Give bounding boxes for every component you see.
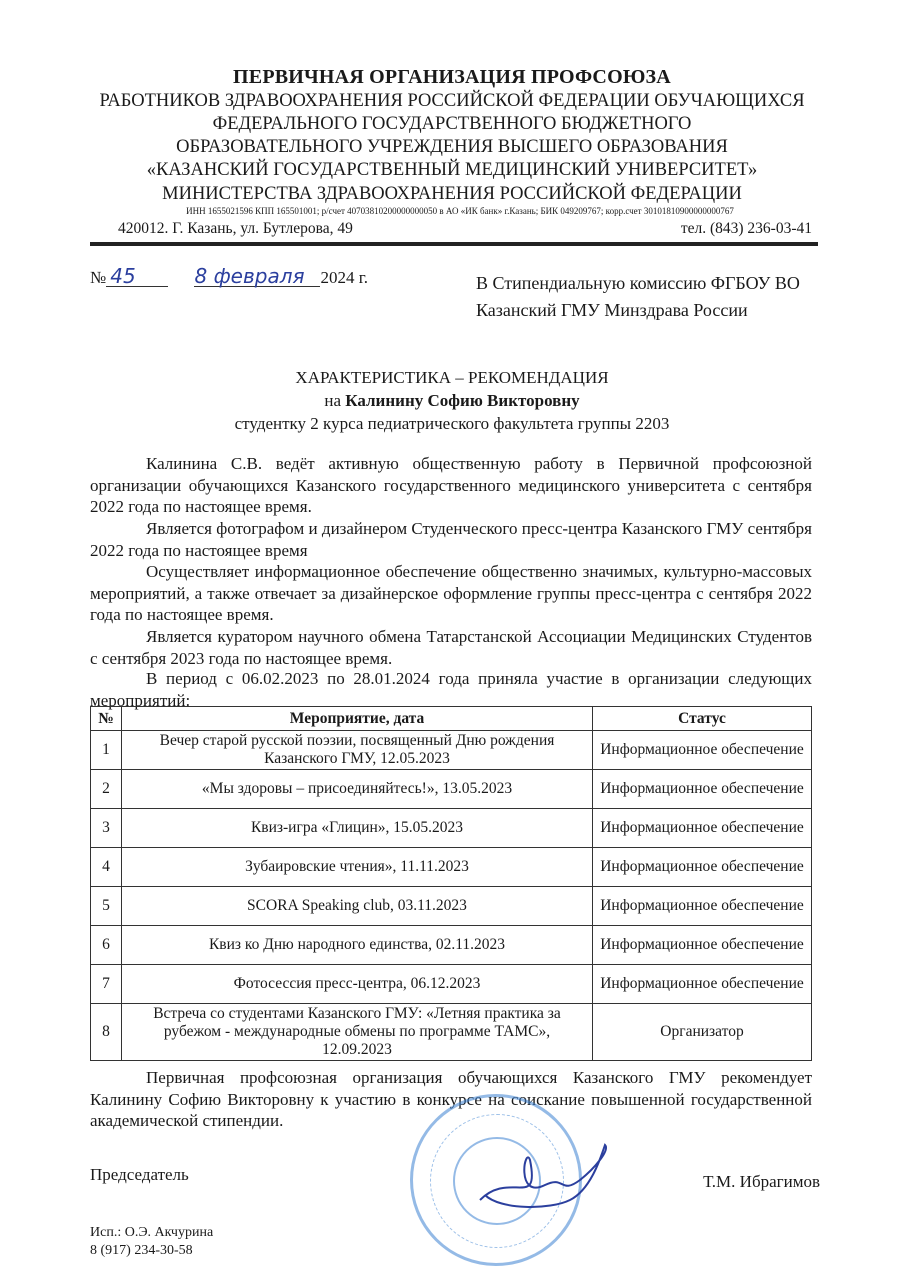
row-status: Информационное обеспечение xyxy=(593,809,812,848)
letterhead-line: ОБРАЗОВАТЕЛЬНОГО УЧРЕЖДЕНИЯ ВЫСШЕГО ОБРАЗОВАНИЯ xyxy=(176,137,728,157)
addressee xyxy=(476,270,800,324)
document-title-block xyxy=(0,366,904,435)
table-row xyxy=(91,965,812,1004)
row-status: Информационное обеспечение xyxy=(593,965,812,1004)
row-number: 2 xyxy=(91,770,122,809)
row-event: Квиз ко Дню народного единства, 02.11.2023 xyxy=(122,926,593,965)
executor-name: Исп.: О.Э. Акчурина xyxy=(90,1225,214,1240)
signature-icon xyxy=(470,1140,620,1220)
row-number: 1 xyxy=(91,731,122,770)
row-event: Фотосессия пресс-центра, 06.12.2023 xyxy=(122,965,593,1004)
table-row xyxy=(91,848,812,887)
row-status: Информационное обеспечение xyxy=(593,848,812,887)
row-number: 7 xyxy=(91,965,122,1004)
signatory-position: Председатель xyxy=(90,1165,189,1184)
letterhead-divider xyxy=(90,242,818,246)
paragraph: Осуществляет информационное обеспечение общественно значимых, культурно-массовых мероприятий, а также отвечает за дизайнерское оформление группы пресс-центра с сентября 2022 года по настоящее время. xyxy=(90,562,812,624)
letterhead-line: ФЕДЕРАЛЬНОГО ГОСУДАРСТВЕННОГО БЮДЖЕТНОГО xyxy=(212,114,692,134)
letterhead-line: МИНИСТЕРСТВА ЗДРАВООХРАНЕНИЯ РОССИЙСКОЙ ФЕДЕРАЦИИ xyxy=(162,184,742,204)
events-table xyxy=(90,706,812,1061)
row-number: 5 xyxy=(91,887,122,926)
number-prefix: № xyxy=(90,268,107,287)
document-title: ХАРАКТЕРИСТИКА – РЕКОМЕНДАЦИЯ xyxy=(295,368,609,387)
table-row xyxy=(91,1004,812,1061)
row-event: Вечер старой русской поэзии, посвященный Дню рождения Казанского ГМУ, 12.05.2023 xyxy=(122,731,593,770)
table-row xyxy=(91,887,812,926)
conclusion-paragraph: Первичная профсоюзная организация обучающихся Казанского ГМУ рекомендует Калинину Софию Викторовну к участию в конкурсе на соискание повышенной государственной академической стипендии. xyxy=(90,1068,812,1130)
document-subtitle: студентку 2 курса педиатрического факультета группы 2203 xyxy=(234,414,670,433)
row-status: Информационное обеспечение xyxy=(593,926,812,965)
executor-block xyxy=(90,1224,213,1260)
row-event: SCORA Speaking club, 03.11.2023 xyxy=(122,887,593,926)
header-number: № xyxy=(91,707,122,731)
paragraph: Калинина С.В. ведёт активную общественную работу в Первичной профсоюзной организации обучающихся Казанского государственного медицинского университета с сентября 2022 года по настоящее время. xyxy=(90,454,812,516)
paragraph: Является куратором научного обмена Татарстанской Ассоциации Медицинских Студентов с сентября 2023 года по настоящее время. xyxy=(90,627,812,668)
letterhead-line: РАБОТНИКОВ ЗДРАВООХРАНЕНИЯ РОССИЙСКОЙ ФЕДЕРАЦИИ ОБУЧАЮЩИХСЯ xyxy=(99,91,805,111)
letterhead-address: 420012. Г. Казань, ул. Бутлерова, 49 xyxy=(118,220,353,237)
row-event: Зубаировские чтения», 11.11.2023 xyxy=(122,848,593,887)
row-status: Организатор xyxy=(593,1004,812,1061)
letterhead-phone: тел. (843) 236-03-41 xyxy=(680,220,812,237)
row-number: 4 xyxy=(91,848,122,887)
letterhead-line: «КАЗАНСКИЙ ГОСУДАРСТВЕННЫЙ МЕДИЦИНСКИЙ УНИВЕРСИТЕТ» xyxy=(146,160,758,180)
paragraph: Является фотографом и дизайнером Студенческого пресс-центра Казанского ГМУ сентября 2022 года по настоящее время xyxy=(90,519,812,560)
paragraph: В период с 06.02.2023 по 28.01.2024 года приняла участие в организации следующих мероприятий: xyxy=(90,669,812,710)
row-status: Информационное обеспечение xyxy=(593,887,812,926)
outgoing-number: 45 xyxy=(106,266,168,287)
row-event: Квиз-игра «Глицин», 15.05.2023 xyxy=(122,809,593,848)
letterhead-title: ПЕРВИЧНАЯ ОРГАНИЗАЦИЯ ПРОФСОЮЗА xyxy=(233,66,671,88)
header-status: Статус xyxy=(593,707,812,731)
table-row xyxy=(91,926,812,965)
header-event: Мероприятие, дата xyxy=(122,707,593,731)
row-event: «Мы здоровы – присоединяйтесь!», 13.05.2023 xyxy=(122,770,593,809)
person-name: Калинину Софию Викторовну xyxy=(345,391,580,410)
row-status: Информационное обеспечение xyxy=(593,770,812,809)
table-header-row xyxy=(91,707,812,731)
row-number: 8 xyxy=(91,1004,122,1061)
row-event: Встреча со студентами Казанского ГМУ: «Летняя практика за рубежом - международные обмены по программе ТАМС», 12.09.2023 xyxy=(122,1004,593,1061)
executor-phone: 8 (917) 234-30-58 xyxy=(90,1243,193,1258)
table-row xyxy=(91,770,812,809)
addressee-line: Казанский ГМУ Минздрава России xyxy=(476,300,748,320)
letterhead-requisites: ИНН 1655021596 КПП 165501001; р/счет 40703810200000000050 в АО «ИК банк» г.Казань; БИК 049209767; корр.счет 30101810900000000767 xyxy=(186,206,734,216)
row-status: Информационное обеспечение xyxy=(593,731,812,770)
row-number: 3 xyxy=(91,809,122,848)
outgoing-year: 2024 г. xyxy=(320,268,369,287)
table-row xyxy=(91,731,812,770)
row-number: 6 xyxy=(91,926,122,965)
for-prefix: на xyxy=(324,391,342,410)
addressee-line: В Стипендиальную комиссию ФГБОУ ВО xyxy=(476,273,800,293)
outgoing-date: 8 февраля xyxy=(194,266,320,287)
outgoing-number-date xyxy=(90,266,368,288)
signatory-name: Т.М. Ибрагимов xyxy=(703,1172,820,1191)
table-row xyxy=(91,809,812,848)
